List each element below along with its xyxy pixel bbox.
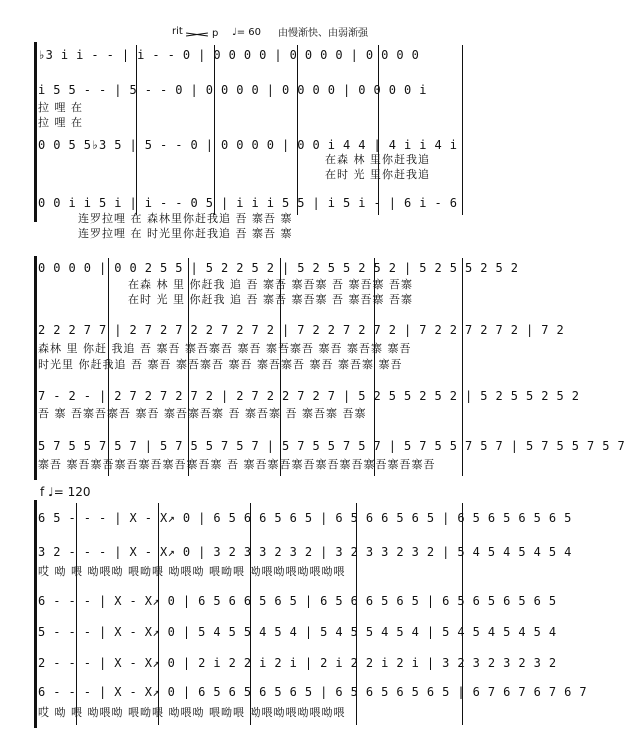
notes-row: 2 - - - | X - X↗ 0 | 2 i 2 2 i 2 i | 2 i 2 2 i 2 i | 3 2 3 2 3 2 3 2 bbox=[38, 656, 557, 670]
notes-row: 0 0 0 0 | 0 0 2 5 5 | 5 2 2 5 2 | 5 2 5 5 2 5 2 | 5 2 5 5 2 5 2 bbox=[38, 261, 519, 275]
notes-row: 6 5 - - - | X - X↗ 0 | 6 5 6 6 5 6 5 | 6 5 6 6 5 6 5 | 6 5 6 5 6 5 6 5 bbox=[38, 511, 572, 525]
rit-marking: rit bbox=[172, 26, 183, 37]
lyric-row: 哎 呦 喂 呦喂呦 喂呦喂 呦喂呦 喂呦喂 呦喂呦喂呦喂呦喂 bbox=[38, 706, 346, 719]
notes-row: 0 0 i i 5 i | i - - 0 5 | i i i 5 5 | i 5 i - | 6 i - 6 bbox=[38, 196, 458, 210]
tempo-instruction: 由慢渐快、由弱渐强 bbox=[278, 28, 368, 39]
lyric-row: 森林 里 你赶 我追 吾 寨吾 寨吾寨吾 寨吾 寨吾寨吾 寨吾 寨吾寨 寨吾 bbox=[38, 342, 412, 355]
system2-bracket bbox=[34, 256, 37, 480]
notes-row: 7 - 2 - | 2 7 2 7 2 7 2 | 2 7 2 2 7 2 7 | 5 2 5 5 2 5 2 | 5 2 5 5 2 5 2 bbox=[38, 389, 580, 403]
lyric-row: 连罗拉哩 在 时光里你赶我追 吾 寨吾 寨 bbox=[78, 227, 293, 240]
lyric-row: 寨吾 寨吾寨吾寨吾寨吾寨吾寨吾寨 吾 寨吾寨吾寨吾寨吾寨吾寨吾寨吾寨吾 bbox=[38, 458, 436, 471]
lyric-row: 在时 光 里你赶我追 bbox=[325, 168, 430, 181]
barline bbox=[214, 45, 215, 215]
tempo-marking: ♩= 60 bbox=[232, 27, 261, 38]
system1-bracket bbox=[34, 42, 37, 222]
notes-row: 5 7 5 5 7 5 7 | 5 7 5 5 7 5 7 | 5 7 5 5 7 5 7 | 5 7 5 5 7 5 7 | 5 7 5 5 7 5 7 bbox=[38, 439, 625, 453]
barline bbox=[136, 45, 137, 215]
lyric-row: 连罗拉哩 在 森林里你赶我追 吾 寨吾 寨 bbox=[78, 212, 293, 225]
lyric-row: 在森 林 里你赶我追 bbox=[325, 153, 430, 166]
notes-row: 5 - - - | X - X↗ 0 | 5 4 5 5 4 5 4 | 5 4 5 5 4 5 4 | 5 4 5 4 5 4 5 4 bbox=[38, 625, 557, 639]
notes-row: 2 2 2 7 7 | 2 7 2 7 2 2 7 2 7 2 | 7 2 2 7 2 7 2 | 7 2 2 7 2 7 2 | 7 2 bbox=[38, 323, 565, 337]
barline bbox=[378, 45, 379, 215]
notes-row: ♭3 i i - - | i - - 0 | 0 0 0 0 | 0 0 0 0 | 0 0 0 0 bbox=[38, 48, 420, 62]
lyric-row: 吾 寨 吾寨吾寨吾 寨吾 寨吾寨吾寨 吾 寨吾寨 吾 寨吾寨 吾寨 bbox=[38, 407, 367, 420]
lyric-row: 在森 林 里 你赶我 追 吾 寨吾 寨吾寨 吾 寨吾寨 吾寨 bbox=[128, 278, 413, 291]
lyric-row: 拉 哩 在 bbox=[38, 116, 83, 129]
system3-bracket bbox=[34, 500, 37, 728]
tempo-marking: f ♩= 120 bbox=[40, 485, 91, 499]
notes-row: 6 - - - | X - X↗ 0 | 6 5 6 5 6 5 6 5 | 6 5 6 5 6 5 6 5 | 6 7 6 7 6 7 6 7 bbox=[38, 685, 587, 699]
notes-row: 3 2 - - - | X - X↗ 0 | 3 2 3 3 2 3 2 | 3 2 3 3 2 3 2 | 5 4 5 4 5 4 5 4 bbox=[38, 545, 572, 559]
notes-row: 0 0 5 5♭3 5 | 5 - - 0 | 0 0 0 0 | 0 0 i 4 4 | 4 i i 4 i bbox=[38, 138, 458, 152]
barline bbox=[297, 45, 298, 215]
dynamic-p: p bbox=[212, 28, 219, 39]
lyric-row: 时光里 你赶我追 吾 寨吾 寨吾寨吾 寨吾 寨吾寨吾 寨吾 寨吾寨 寨吾 bbox=[38, 358, 403, 371]
lyric-row: 哎 呦 喂 呦喂呦 喂呦喂 呦喂呦 喂呦喂 呦喂呦喂呦喂呦喂 bbox=[38, 565, 346, 578]
notes-row: 6 - - - | X - X↗ 0 | 6 5 6 6 5 6 5 | 6 5 6 6 5 6 5 | 6 5 6 5 6 5 6 5 bbox=[38, 594, 557, 608]
lyric-row: 拉 哩 在 bbox=[38, 101, 83, 114]
notes-row: i 5 5 - - | 5 - - 0 | 0 0 0 0 | 0 0 0 0 | 0 0 0 0 i bbox=[38, 83, 427, 97]
barline bbox=[462, 45, 463, 215]
lyric-row: 在时 光 里 你赶我 追 吾 寨吾 寨吾寨 吾 寨吾寨 吾寨 bbox=[128, 293, 413, 306]
